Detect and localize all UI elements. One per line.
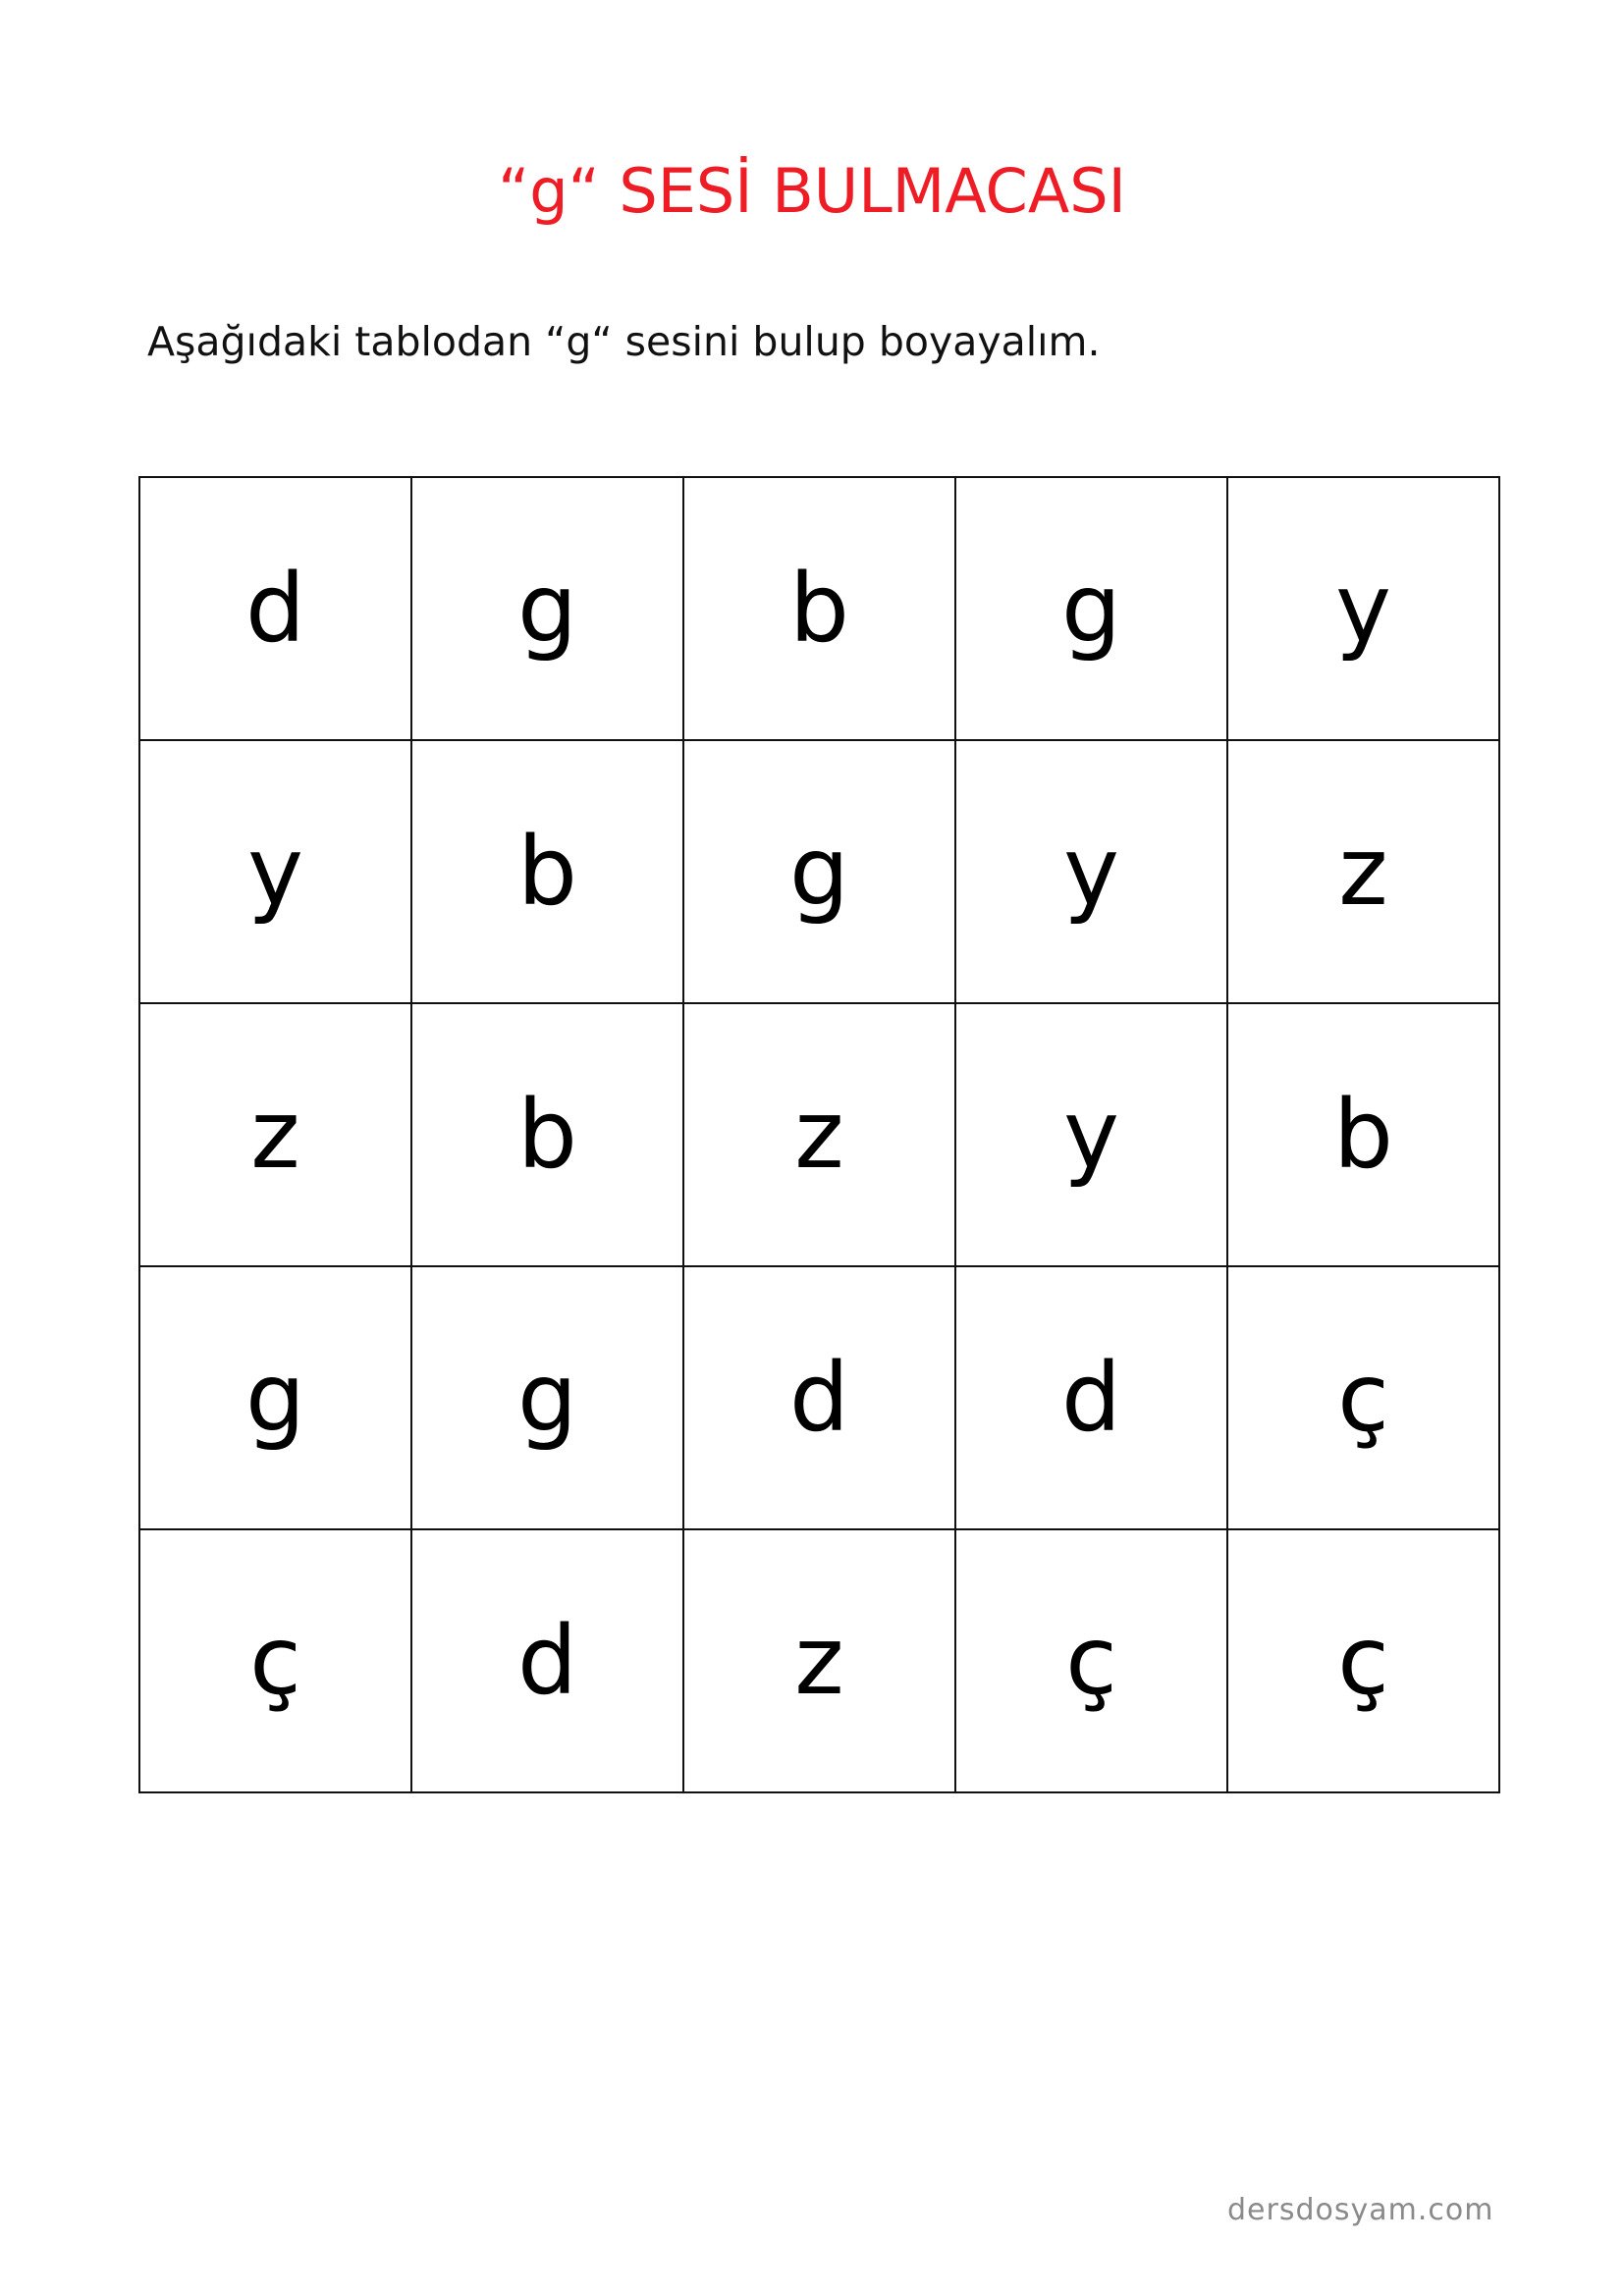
grid-row — [139, 1266, 1499, 1529]
letter-cell[interactable]: ç — [1227, 1529, 1499, 1792]
letter-cell[interactable]: d — [411, 1529, 683, 1792]
letter-cell[interactable]: b — [683, 477, 955, 740]
letter-cell[interactable]: y — [955, 1003, 1227, 1266]
letter-cell[interactable]: g — [955, 477, 1227, 740]
page-title: “g“ SESİ BULMACASI — [498, 155, 1126, 227]
letter-cell[interactable]: b — [411, 740, 683, 1003]
letter-grid — [138, 476, 1500, 1793]
letter-cell[interactable]: g — [411, 477, 683, 740]
grid-row — [139, 477, 1499, 740]
letter-cell[interactable]: z — [683, 1003, 955, 1266]
letter-cell[interactable]: y — [1227, 477, 1499, 740]
letter-cell[interactable]: d — [683, 1266, 955, 1529]
site-watermark: dersdosyam.com — [1227, 2193, 1494, 2227]
letter-cell[interactable]: g — [411, 1266, 683, 1529]
letter-cell[interactable]: z — [683, 1529, 955, 1792]
letter-cell[interactable]: ç — [955, 1529, 1227, 1792]
letter-cell[interactable]: b — [411, 1003, 683, 1266]
letter-cell[interactable]: g — [683, 740, 955, 1003]
letter-cell[interactable]: ç — [1227, 1266, 1499, 1529]
letter-cell[interactable]: y — [955, 740, 1227, 1003]
letter-cell[interactable]: z — [1227, 740, 1499, 1003]
letter-cell[interactable]: d — [139, 477, 411, 740]
grid-row — [139, 1529, 1499, 1792]
instruction-text: Aşağıdaki tablodan “g“ sesini bulup boyayalım. — [147, 318, 1101, 365]
letter-cell[interactable]: g — [139, 1266, 411, 1529]
letter-cell[interactable]: y — [139, 740, 411, 1003]
letter-cell[interactable]: b — [1227, 1003, 1499, 1266]
letter-cell[interactable]: d — [955, 1266, 1227, 1529]
letter-cell[interactable]: z — [139, 1003, 411, 1266]
letter-cell[interactable]: ç — [139, 1529, 411, 1792]
grid-row — [139, 740, 1499, 1003]
grid-row — [139, 1003, 1499, 1266]
